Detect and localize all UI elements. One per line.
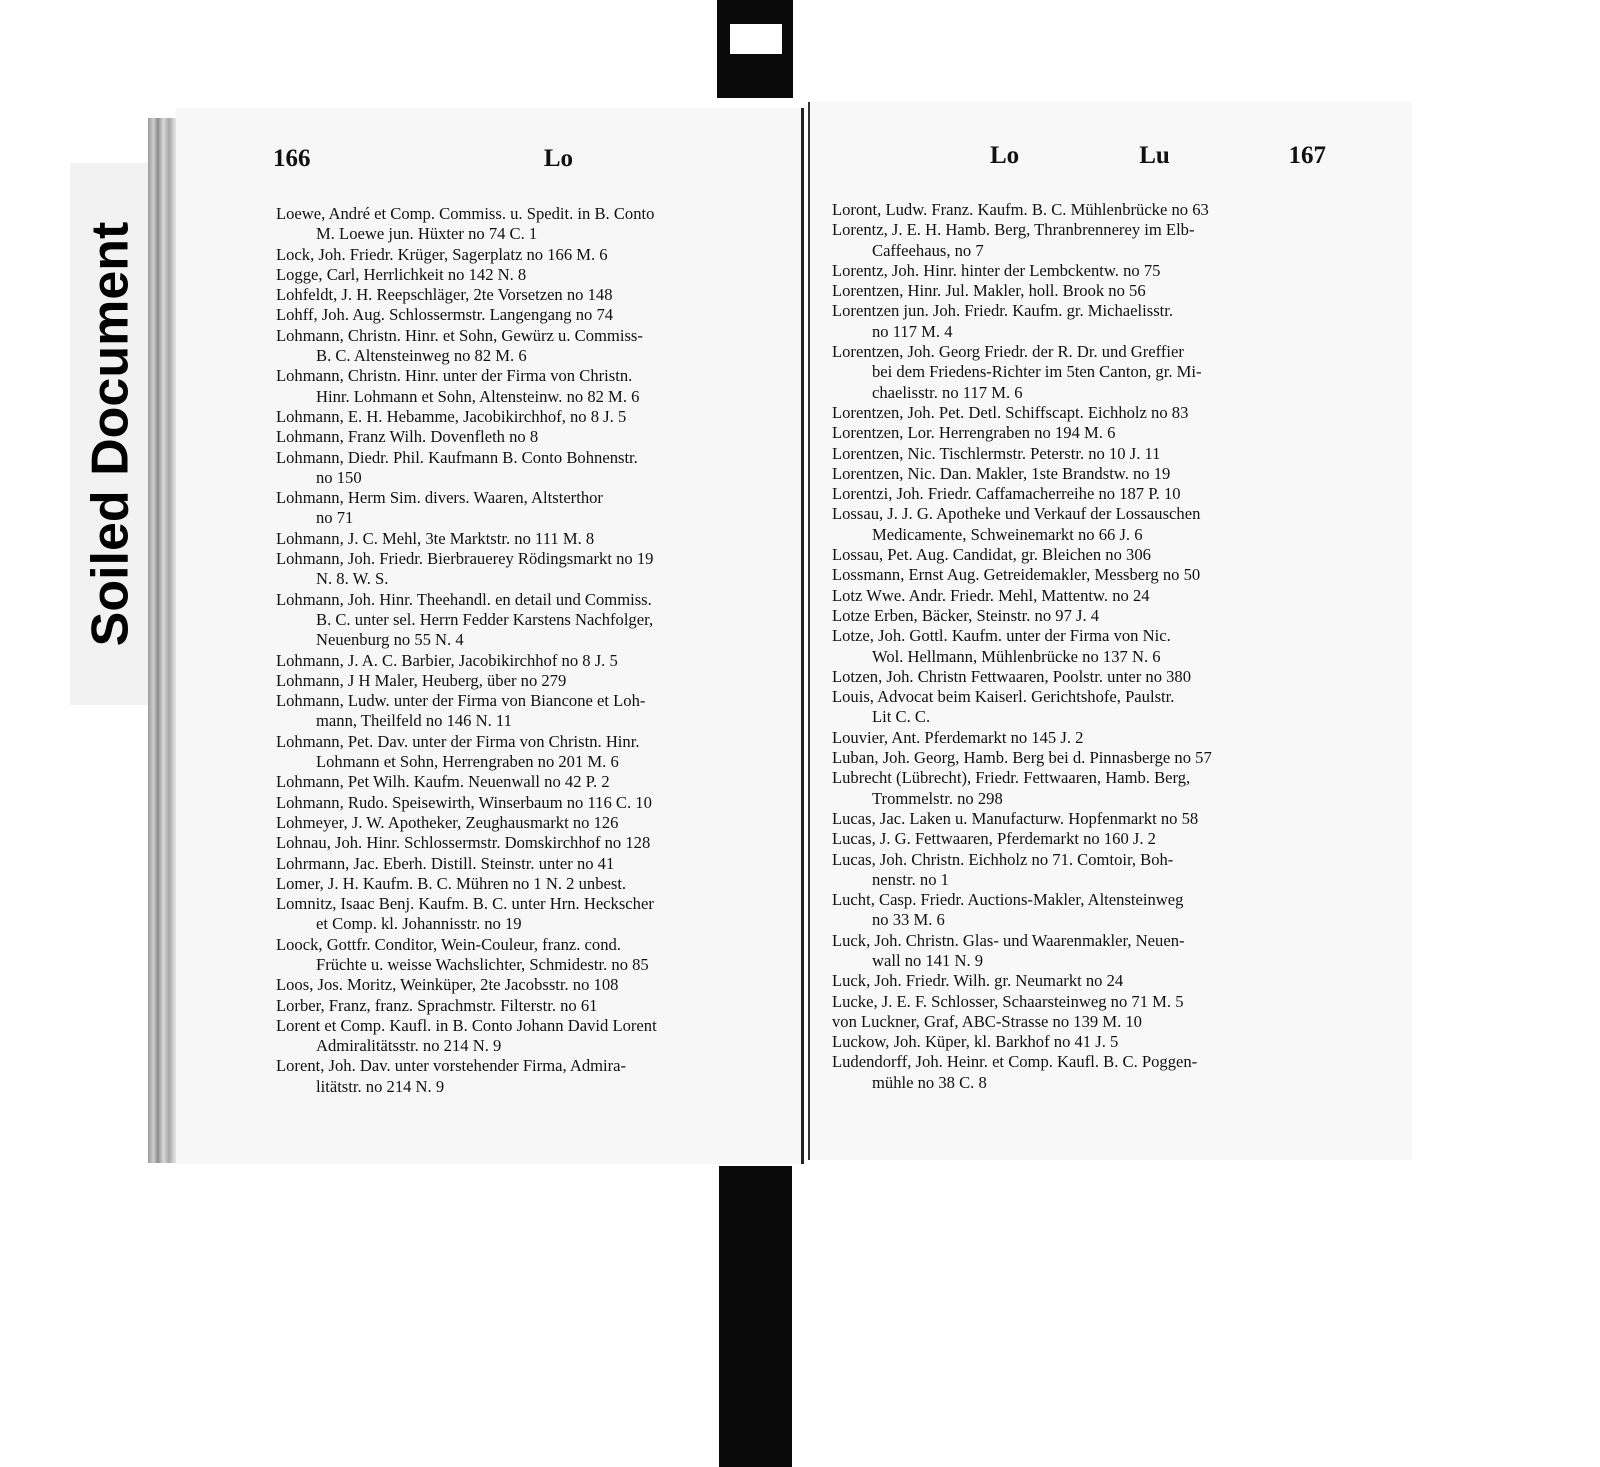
entry-line: Lock, Joh. Friedr. Krüger, Sagerplatz no 166 M. 6 (276, 244, 608, 264)
entry-continuation-line: no 71 (316, 508, 354, 528)
entry-line: Logge, Carl, Herrlichkeit no 142 N. 8 (276, 264, 527, 284)
entry-line: Lohmann, Rudo. Speisewirth, Winserbaum no 116 C. 10 (276, 792, 652, 812)
directory-entry (276, 874, 786, 894)
entry-line: Lohmann, Ludw. unter der Firma von Biancone et Loh- (276, 691, 646, 711)
entry-line: Lohmann, E. H. Hebamme, Jacobikirchhof, no 8 J. 5 (276, 406, 627, 426)
right-running-heads (990, 142, 1170, 170)
directory-entry (832, 687, 1344, 728)
entry-continuation-line: nenstr. no 1 (872, 869, 949, 889)
directory-entry (276, 651, 786, 671)
directory-entry (832, 606, 1344, 626)
entry-line: Lohmann, Joh. Hinr. Theehandl. en detail und Commiss. (276, 589, 652, 609)
directory-entry (832, 200, 1344, 220)
entry-line: Lorentzen, Nic. Tischlermstr. Peterstr. no 10 J. 11 (832, 443, 1161, 463)
entry-line: Lorentzen, Hinr. Jul. Makler, holl. Brook no 56 (832, 281, 1146, 301)
page-edges (148, 118, 176, 1163)
directory-entry (276, 793, 786, 813)
directory-entry (276, 1056, 786, 1097)
entry-line: Loock, Gottfr. Conditor, Wein-Couleur, franz. cond. (276, 934, 621, 954)
entry-line: Louvier, Ant. Pferdemarkt no 145 J. 2 (832, 727, 1084, 747)
directory-entry (832, 586, 1344, 606)
entry-continuation-line: Hinr. Lohmann et Sohn, Altensteinw. no 82 M. 6 (316, 386, 640, 406)
directory-entry (276, 833, 786, 853)
entry-line: Luban, Joh. Georg, Hamb. Berg bei d. Pinnasberge no 57 (832, 748, 1212, 768)
entry-line: Lohmann, J. C. Mehl, 3te Marktstr. no 111 M. 8 (276, 528, 595, 548)
directory-entry (832, 992, 1344, 1012)
entry-continuation-line: Neuenburg no 55 N. 4 (316, 630, 464, 650)
entry-line: Lorentzen, Nic. Dan. Makler, 1ste Brandstw. no 19 (832, 463, 1171, 483)
entry-line: Lotz Wwe. Andr. Friedr. Mehl, Mattentw. no 24 (832, 585, 1150, 605)
directory-entry (276, 975, 786, 995)
directory-entry (276, 448, 786, 489)
entry-line: Lorber, Franz, franz. Sprachmstr. Filterstr. no 61 (276, 995, 598, 1015)
directory-entry (832, 484, 1344, 504)
right-page-number: 167 (1288, 142, 1326, 169)
entry-continuation-line: Admiralitätsstr. no 214 N. 9 (316, 1036, 502, 1056)
entry-continuation-line: B. C. unter sel. Herrn Fedder Karstens Nachfolger, (316, 609, 654, 629)
directory-entry (276, 305, 786, 325)
entry-line: Louis, Advocat beim Kaiserl. Gerichtshofe, Paulstr. (832, 687, 1175, 707)
directory-entry (276, 590, 786, 651)
entry-continuation-line: Lohmann et Sohn, Herrengraben no 201 M. 6 (316, 752, 619, 772)
right-running-head-from: Lo (990, 142, 1020, 169)
entry-line: Loront, Ludw. Franz. Kaufm. B. C. Mühlenbrücke no 63 (832, 200, 1209, 219)
directory-entry (276, 529, 786, 549)
entry-line: Lohmann, J H Maler, Heuberg, über no 279 (276, 670, 567, 690)
directory-entry (832, 301, 1344, 342)
entry-line: Lohmann, Joh. Friedr. Bierbrauerey Rödingsmarkt no 19 (276, 549, 654, 569)
entry-line: Lorentzi, Joh. Friedr. Caffamacherreihe no 187 P. 10 (832, 484, 1181, 504)
entry-line: Lotze Erben, Bäcker, Steinstr. no 97 J. 4 (832, 605, 1100, 625)
entry-continuation-line: no 33 M. 6 (872, 910, 945, 930)
directory-entry (832, 261, 1344, 281)
entry-line: Lorentz, Joh. Hinr. hinter der Lembckentw. no 75 (832, 260, 1161, 280)
entry-continuation-line: no 150 (316, 467, 362, 487)
entry-line: Lohrmann, Jac. Eberh. Distill. Steinstr. unter no 41 (276, 853, 615, 873)
entry-continuation-line: mann, Theilfeld no 146 N. 11 (316, 711, 512, 731)
entry-line: Lohmann, Diedr. Phil. Kaufmann B. Conto Bohnenstr. (276, 447, 638, 467)
directory-entry (276, 935, 786, 976)
entry-line: Lohnau, Joh. Hinr. Schlossermstr. Domskirchhof no 128 (276, 833, 651, 853)
directory-entry (276, 549, 786, 590)
entry-continuation-line: bei dem Friedens-Richter im 5ten Canton, gr. Mi- (872, 362, 1202, 382)
entry-continuation-line: Medicamente, Schweinemarkt no 66 J. 6 (872, 524, 1143, 544)
left-page-header (273, 145, 573, 173)
directory-entry (276, 854, 786, 874)
directory-entry (832, 464, 1344, 484)
directory-entry (276, 326, 786, 367)
entry-continuation-line: Lit C. C. (872, 707, 931, 727)
entry-line: von Luckner, Graf, ABC-Strasse no 139 M. 10 (832, 1011, 1142, 1031)
entry-continuation-line: Früchte u. weisse Wachslichter, Schmidestr. no 85 (316, 954, 649, 974)
directory-entry (832, 850, 1344, 891)
entry-line: Lohmann, Herm Sim. divers. Waaren, Altsterthor (276, 488, 603, 508)
directory-entry (832, 565, 1344, 585)
entry-line: Lohmann, Franz Wilh. Dovenfleth no 8 (276, 427, 539, 447)
entry-continuation-line: N. 8. W. S. (316, 569, 389, 589)
directory-entry (832, 220, 1344, 261)
left-running-head: Lo (543, 145, 573, 172)
directory-entry (832, 890, 1344, 931)
soiled-document-stamp (81, 183, 139, 685)
entry-line: Lucht, Casp. Friedr. Auctions-Makler, Altensteinweg (832, 890, 1184, 910)
entry-line: Lohmann, Christn. Hinr. unter der Firma von Christn. (276, 366, 633, 386)
entry-line: Lorent et Comp. Kaufl. in B. Conto Johann David Lorent (276, 1015, 657, 1035)
directory-entry (276, 427, 786, 447)
directory-entry (276, 894, 786, 935)
entry-continuation-line: Trommelstr. no 298 (872, 788, 1003, 808)
entry-continuation-line: chaelisstr. no 117 M. 6 (872, 382, 1023, 402)
directory-entry (276, 691, 786, 732)
directory-entry (832, 444, 1344, 464)
directory-entry (832, 342, 1344, 403)
entry-line: Lucas, Joh. Christn. Eichholz no 71. Comtoir, Boh- (832, 849, 1174, 869)
directory-entry (832, 423, 1344, 443)
entry-line: Lohmann, Pet Wilh. Kaufm. Neuenwall no 42 P. 2 (276, 772, 610, 792)
directory-entry (276, 772, 786, 792)
directory-entry (832, 504, 1344, 545)
entry-line: Lucas, Jac. Laken u. Manufacturw. Hopfenmarkt no 58 (832, 808, 1199, 828)
entry-continuation-line: wall no 141 N. 9 (872, 950, 984, 970)
entry-line: Lucke, J. E. F. Schlosser, Schaarsteinweg no 71 M. 5 (832, 991, 1184, 1011)
directory-entry (276, 996, 786, 1016)
left-page-number: 166 (273, 145, 311, 172)
entry-line: Lorentzen, Joh. Pet. Detl. Schiffscapt. Eichholz no 83 (832, 402, 1189, 422)
directory-entry (832, 626, 1344, 667)
directory-entry (276, 732, 786, 773)
directory-entry (276, 265, 786, 285)
binding-bar-bottom (719, 1166, 792, 1467)
entry-line: Lorent, Joh. Dav. unter vorstehender Firma, Admira- (276, 1056, 627, 1076)
entry-line: Loos, Jos. Moritz, Weinküper, 2te Jacobsstr. no 108 (276, 975, 619, 995)
directory-entry (276, 285, 786, 305)
entry-continuation-line: Caffeehaus, no 7 (872, 240, 984, 260)
entry-line: Lossau, J. J. G. Apotheke und Verkauf der Lossauschen (832, 504, 1201, 524)
entry-line: Ludendorff, Joh. Heinr. et Comp. Kaufl. B. C. Poggen- (832, 1052, 1198, 1072)
stamp-text: Soiled Document (81, 221, 139, 647)
right-directory-entries (832, 200, 1344, 1093)
entry-line: Lohmann, Christn. Hinr. et Sohn, Gewürz u. Commiss- (276, 325, 643, 345)
entry-line: Lorentzen, Joh. Georg Friedr. der R. Dr. und Greffier (832, 342, 1184, 362)
entry-line: Lorentzen jun. Joh. Friedr. Kaufm. gr. Michaelisstr. (832, 301, 1174, 321)
directory-entry (276, 1016, 786, 1057)
entry-line: Luckow, Joh. Küper, kl. Barkhof no 41 J. 5 (832, 1032, 1119, 1052)
directory-entry (832, 545, 1344, 565)
directory-entry (832, 281, 1344, 301)
directory-entry (832, 1032, 1344, 1052)
right-page-header (990, 142, 1326, 170)
right-running-head-to: Lu (1139, 142, 1170, 169)
entry-line: Lohff, Joh. Aug. Schlossermstr. Langengang no 74 (276, 305, 614, 325)
left-directory-entries (276, 204, 786, 1097)
entry-continuation-line: M. Loewe jun. Hüxter no 74 C. 1 (316, 224, 538, 244)
directory-entry (832, 829, 1344, 849)
directory-entry (832, 931, 1344, 972)
entry-line: Lorentz, J. E. H. Hamb. Berg, Thranbrennerey im Elb- (832, 220, 1195, 240)
directory-entry (276, 204, 786, 245)
entry-line: Lossau, Pet. Aug. Candidat, gr. Bleichen no 306 (832, 545, 1151, 565)
entry-continuation-line: litätstr. no 214 N. 9 (316, 1076, 445, 1096)
directory-entry (276, 366, 786, 407)
directory-entry (276, 813, 786, 833)
directory-entry (832, 1052, 1344, 1093)
directory-entry (832, 809, 1344, 829)
entry-line: Lotzen, Joh. Christn Fettwaaren, Poolstr. unter no 380 (832, 666, 1192, 686)
binding-bar-gap (730, 24, 782, 54)
directory-entry (832, 403, 1344, 423)
directory-entry (276, 245, 786, 265)
directory-entry (832, 728, 1344, 748)
entry-line: Lorentzen, Lor. Herrengraben no 194 M. 6 (832, 423, 1116, 443)
directory-entry (276, 488, 786, 529)
entry-line: Lohmeyer, J. W. Apotheker, Zeughausmarkt no 126 (276, 812, 619, 832)
entry-line: Loewe, André et Comp. Commiss. u. Spedit. in B. Conto (276, 204, 655, 223)
entry-continuation-line: no 117 M. 4 (872, 321, 953, 341)
entry-line: Lohfeldt, J. H. Reepschläger, 2te Vorsetzen no 148 (276, 285, 613, 305)
entry-line: Luck, Joh. Friedr. Wilh. gr. Neumarkt no 24 (832, 971, 1124, 991)
entry-continuation-line: B. C. Altensteinweg no 82 M. 6 (316, 346, 527, 366)
entry-line: Luck, Joh. Christn. Glas- und Waarenmakler, Neuen- (832, 930, 1185, 950)
entry-continuation-line: mühle no 38 C. 8 (872, 1072, 987, 1092)
entry-line: Lucas, J. G. Fettwaaren, Pferdemarkt no 160 J. 2 (832, 829, 1156, 849)
entry-line: Lubrecht (Lübrecht), Friedr. Fettwaaren, Hamb. Berg, (832, 768, 1191, 788)
entry-line: Lomer, J. H. Kaufm. B. C. Mühren no 1 N. 2 unbest. (276, 873, 627, 893)
entry-line: Lohmann, Pet. Dav. unter der Firma von Christn. Hinr. (276, 731, 640, 751)
entry-continuation-line: Wol. Hellmann, Mühlenbrücke no 137 N. 6 (872, 646, 1161, 666)
directory-entry (832, 971, 1344, 991)
directory-entry (832, 1012, 1344, 1032)
entry-line: Lossmann, Ernst Aug. Getreidemakler, Messberg no 50 (832, 565, 1201, 585)
directory-entry (276, 407, 786, 427)
directory-entry (276, 671, 786, 691)
entry-line: Lomnitz, Isaac Benj. Kaufm. B. C. unter Hrn. Heckscher (276, 894, 654, 914)
directory-entry (832, 768, 1344, 809)
directory-entry (832, 748, 1344, 768)
entry-continuation-line: et Comp. kl. Johannisstr. no 19 (316, 914, 522, 934)
directory-entry (832, 667, 1344, 687)
entry-line: Lohmann, J. A. C. Barbier, Jacobikirchhof no 8 J. 5 (276, 650, 618, 670)
entry-line: Lotze, Joh. Gottl. Kaufm. unter der Firma von Nic. (832, 626, 1171, 646)
